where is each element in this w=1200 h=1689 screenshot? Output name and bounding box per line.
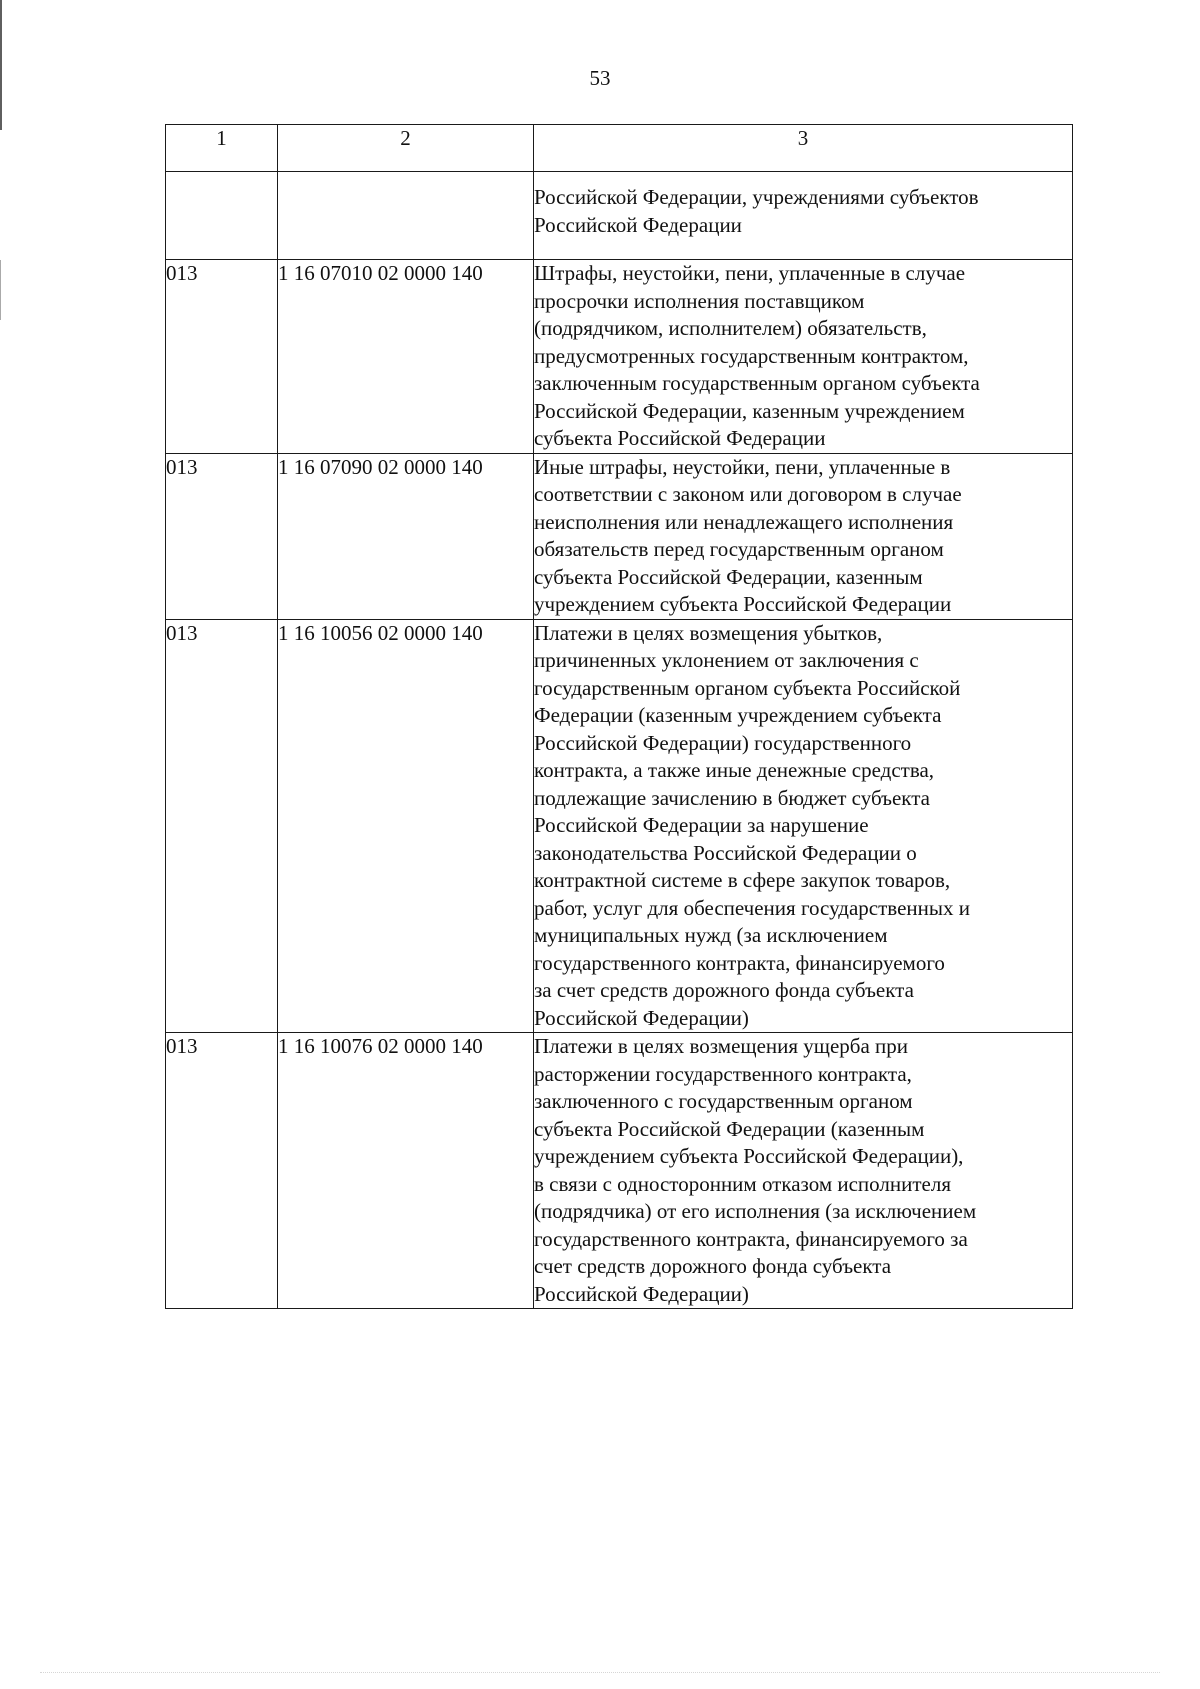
description-line: предусмотренных государственным контрактом, <box>534 343 969 368</box>
admin-code-cell <box>166 172 278 260</box>
description-line: неисполнения или ненадлежащего исполнения <box>534 509 954 534</box>
admin-code-cell: 013 <box>166 619 278 1033</box>
description-line: Штрафы, неустойки, пени, уплаченные в случае <box>534 261 966 285</box>
description-line: причиненных уклонением от заключения с <box>534 648 919 672</box>
description-line: Платежи в целях возмещения ущерба при <box>534 1034 909 1058</box>
table-body <box>166 172 1073 1309</box>
description-line: Российской Федерации) <box>534 1005 749 1030</box>
description-line: государственного контракта, финансируемого <box>534 950 945 975</box>
table-header-row <box>166 125 1073 172</box>
description-line: Федерации (казенным учреждением субъекта <box>534 703 942 727</box>
description-line: контрактной системе в сфере закупок товаров, <box>534 868 951 892</box>
page-number: 53 <box>589 66 611 90</box>
table-row <box>166 1033 1073 1309</box>
table-row <box>166 619 1073 1033</box>
description-line: расторжении государственного контракта, <box>534 1061 912 1086</box>
description-line: субъекта Российской Федерации (казенным <box>534 1116 925 1141</box>
description-cell <box>534 453 1073 619</box>
budget-code-cell <box>278 172 534 260</box>
description-line: соответствии с законом или договором в случае <box>534 482 962 506</box>
description-line: за счет средств дорожного фонда субъекта <box>534 978 914 1002</box>
budget-code-cell: 1 16 10056 02 0000 140 <box>278 619 534 1033</box>
admin-code-cell: 013 <box>166 453 278 619</box>
description-cell <box>534 172 1073 260</box>
scan-bottom-noise <box>40 1672 1160 1675</box>
description-line: обязательств перед государственным органом <box>534 537 944 561</box>
description-line: Российской Федерации <box>534 212 742 237</box>
description-line: (подрядчика) от его исполнения (за исключением <box>534 1199 977 1223</box>
budget-code-cell: 1 16 07010 02 0000 140 <box>278 260 534 454</box>
description-line: Платежи в целях возмещения убытков, <box>534 620 883 645</box>
description-cell <box>534 619 1073 1033</box>
description-line: учреждением субъекта Российской Федерации <box>534 592 952 616</box>
admin-code-cell: 013 <box>166 260 278 454</box>
description-cell <box>534 260 1073 454</box>
description-line: Российской Федерации, учреждениями субъектов <box>534 185 979 209</box>
description-line: Иные штрафы, неустойки, пени, уплаченные в <box>534 454 951 479</box>
description-line: государственным органом субъекта Российской <box>534 675 961 700</box>
description-line: Российской Федерации, казенным учреждением <box>534 398 965 423</box>
description-line: Российской Федерации) государственного <box>534 730 912 755</box>
description-line: государственного контракта, финансируемого за <box>534 1226 968 1251</box>
description-line: законодательства Российской Федерации о <box>534 840 917 865</box>
description-line: Российской Федерации за нарушение <box>534 813 869 837</box>
description-line: в связи с односторонним отказом исполнителя <box>534 1171 951 1196</box>
description-line: Российской Федерации) <box>534 1281 749 1306</box>
description-cell <box>534 1033 1073 1309</box>
description-line: заключенного с государственным органом <box>534 1089 913 1113</box>
admin-code-cell: 013 <box>166 1033 278 1309</box>
description-line: подлежащие зачислению в бюджет субъекта <box>534 785 930 810</box>
table-row <box>166 172 1073 260</box>
description-line: муниципальных нужд (за исключением <box>534 923 888 947</box>
table-row <box>166 453 1073 619</box>
table-row <box>166 260 1073 454</box>
scan-edge-mark <box>0 260 1 320</box>
column-header-1: 1 <box>166 125 278 172</box>
description-line: (подрядчиком, исполнителем) обязательств, <box>534 316 927 340</box>
budget-code-cell: 1 16 07090 02 0000 140 <box>278 453 534 619</box>
description-line: субъекта Российской Федерации <box>534 426 826 450</box>
description-line: работ, услуг для обеспечения государственных и <box>534 895 970 920</box>
budget-classification-table <box>165 124 1073 1309</box>
description-line: контракта, а также иные денежные средства, <box>534 758 935 782</box>
description-line: учреждением субъекта Российской Федерации), <box>534 1144 964 1168</box>
column-header-3: 3 <box>534 125 1073 172</box>
budget-code-cell: 1 16 10076 02 0000 140 <box>278 1033 534 1309</box>
description-line: заключенным государственным органом субъекта <box>534 371 980 395</box>
scan-edge-mark <box>0 0 2 130</box>
description-line: субъекта Российской Федерации, казенным <box>534 564 923 589</box>
description-line: счет средств дорожного фонда субъекта <box>534 1254 892 1278</box>
column-header-2: 2 <box>278 125 534 172</box>
description-line: просрочки исполнения поставщиком <box>534 288 865 313</box>
